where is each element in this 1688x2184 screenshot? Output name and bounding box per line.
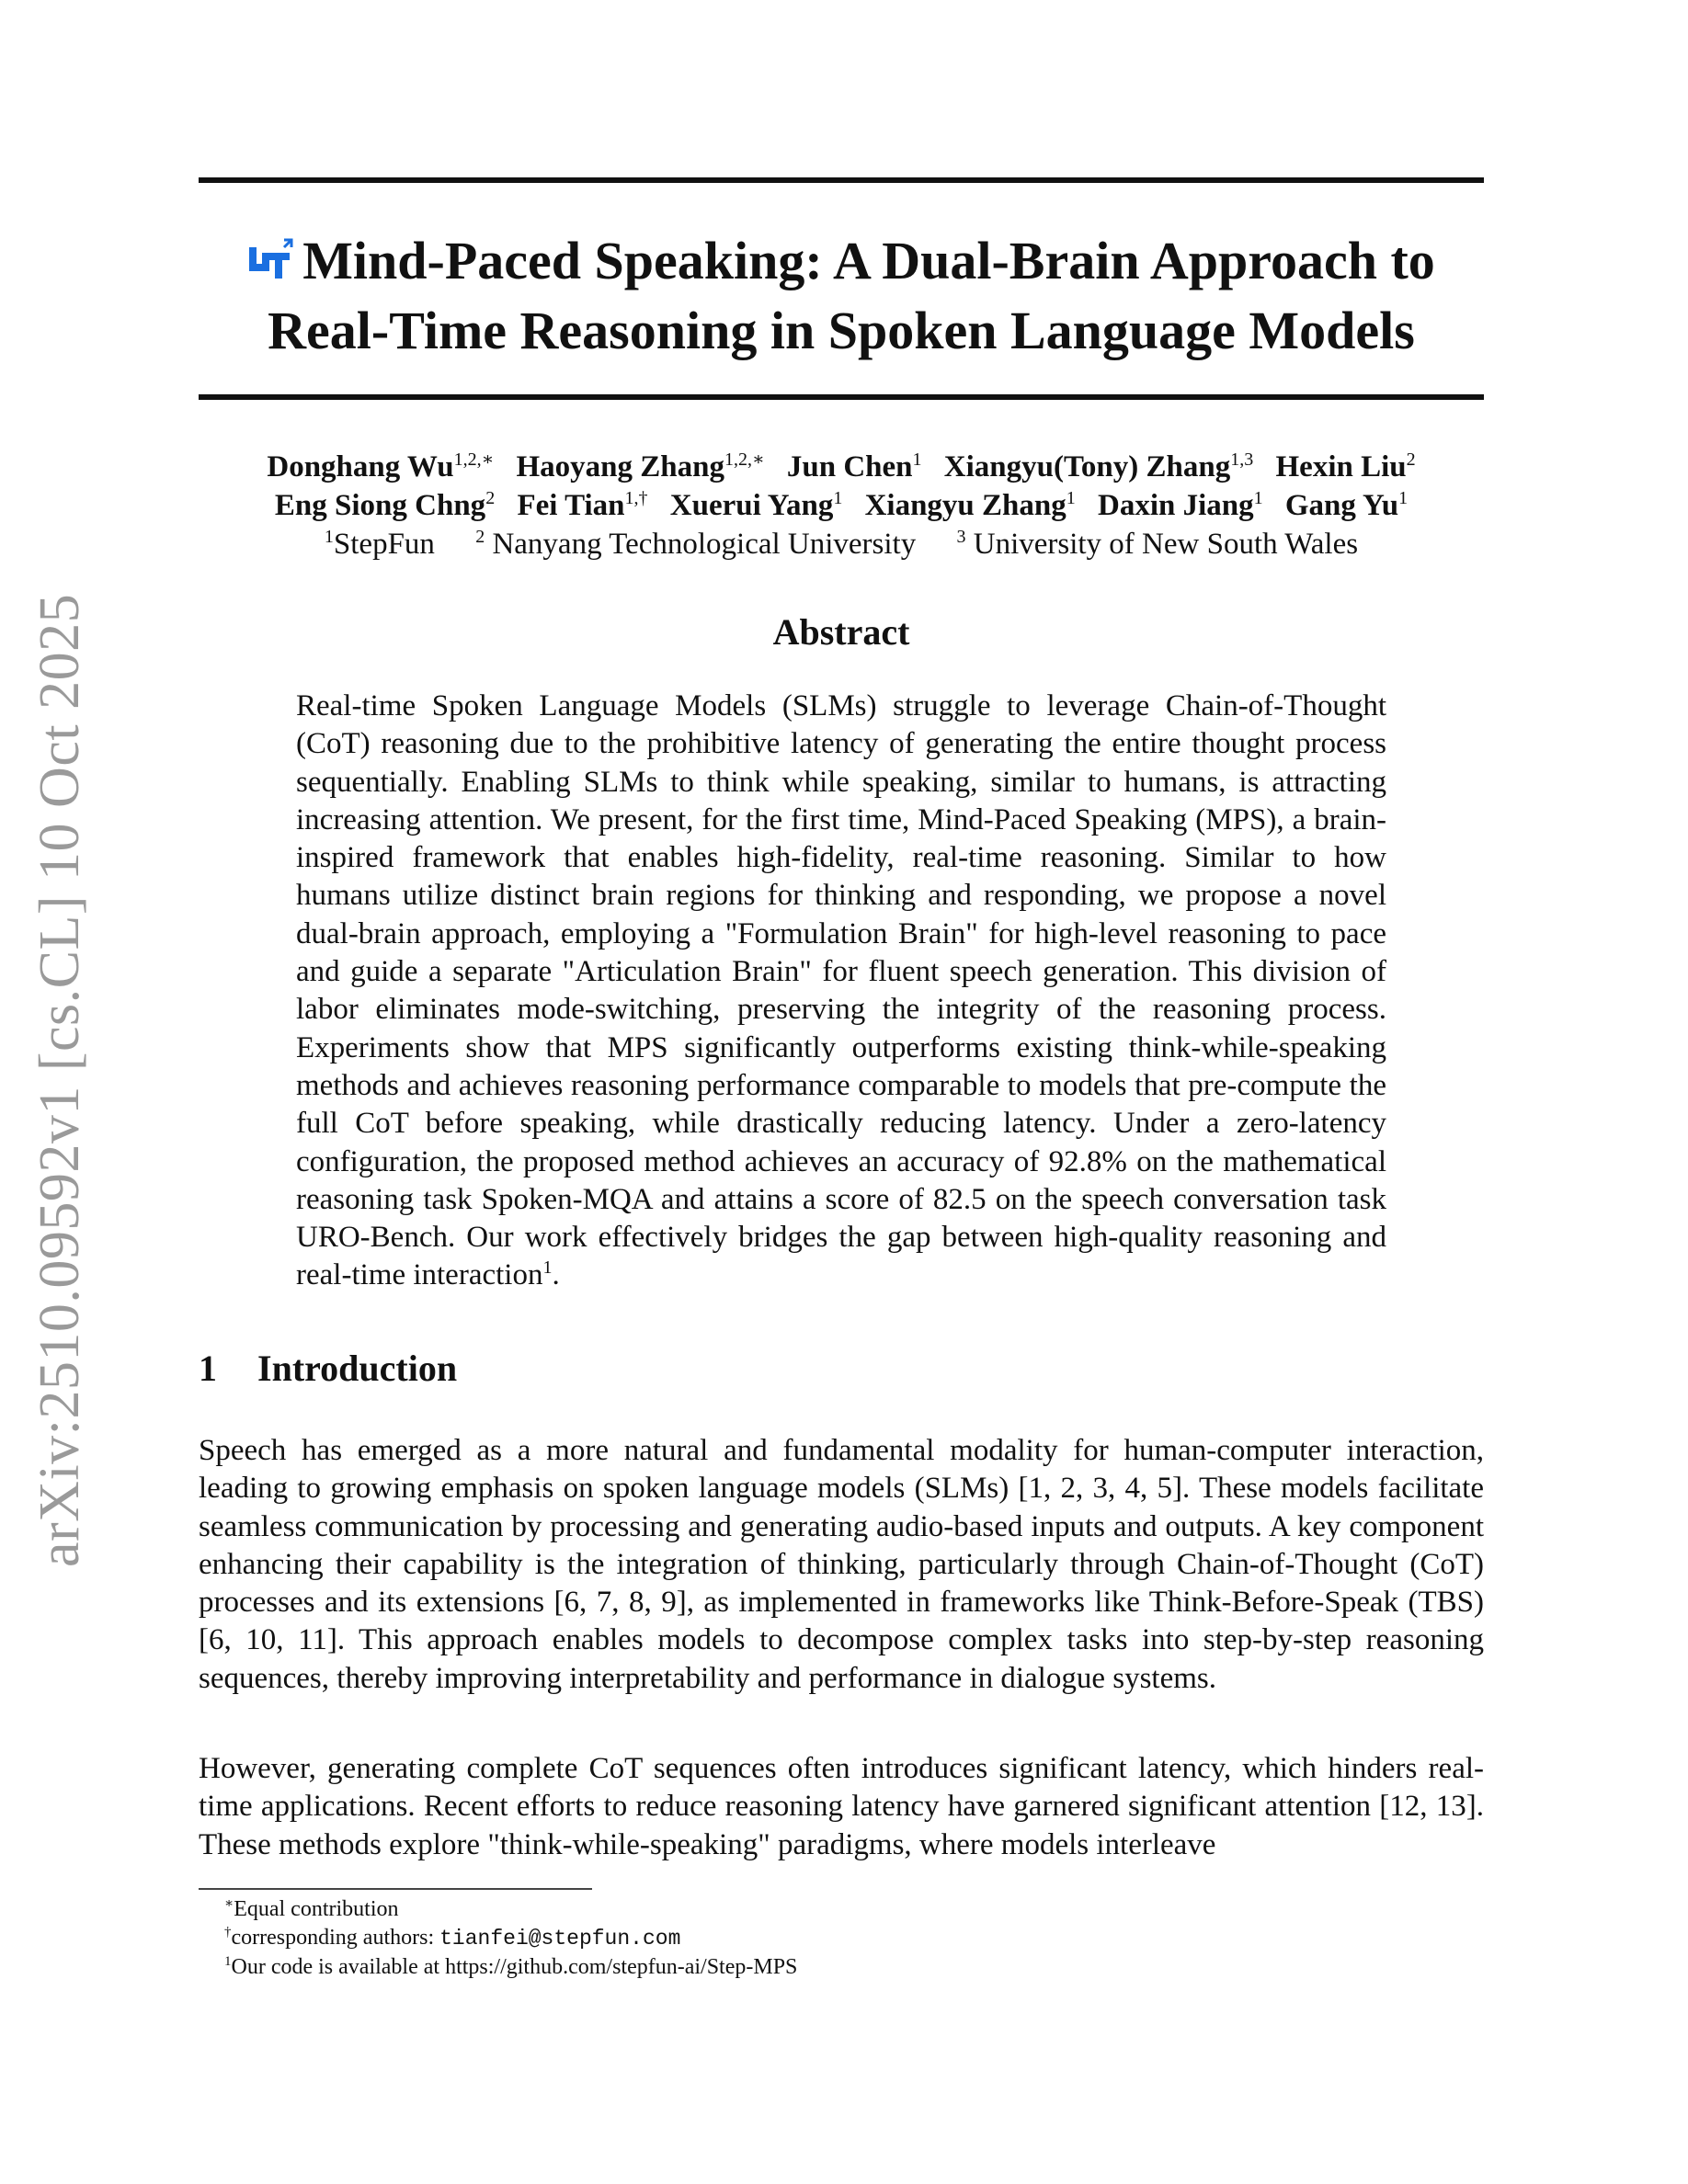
author: Jun Chen$^1$: [786, 449, 922, 483]
author: Eng Siong Chng$^2$: [274, 488, 496, 522]
author: Donghang $Wu^{1,2,∗}$: [267, 449, 495, 483]
author: Fei Tian$^{1,\dagger}$: [517, 488, 648, 522]
section-heading-introduction: [199, 1347, 1484, 1391]
affiliation: $^3$ University of New South Wales: [956, 527, 1359, 561]
affiliation: $^1$StepFun: [324, 527, 435, 561]
title-line-1: [199, 228, 1484, 298]
intro-paragraph-2: However, generating complete CoT sequences often introduces significant latency, which hinders real-time applications. Recent efforts to reduce reasoning latency have garnered significant attention [12, 13]. These methods explore "think-while-speaking" paradigms, where models interleave: [199, 1752, 1484, 1861]
title-rule-top: [199, 177, 1484, 183]
footnote-corresponding-authors: †corresponding authors: tianfei@stepfun.com: [224, 1925, 681, 1951]
affiliations: [199, 525, 1484, 563]
title-text-line-1: Mind-Paced Speaking: A Dual-Brain Approach to: [302, 231, 1435, 290]
footnote-ref[interactable]: 1: [542, 1257, 553, 1279]
footnotes: [224, 1895, 1420, 1982]
author: Gang Yu$^1$: [1284, 488, 1409, 522]
section-title: Introduction: [257, 1348, 458, 1389]
title-line-2: Real-Time Reasoning in Spoken Language Models: [268, 301, 1415, 360]
author: Hexin Liu$^2$: [1275, 449, 1416, 483]
stepfun-logo-icon: [247, 232, 295, 298]
section-number: 1: [199, 1348, 217, 1389]
affiliation: $^2$ Nanyang Technological University: [475, 527, 917, 561]
intro-paragraph-1: Speech has emerged as a more natural and fundamental modality for human-computer interaction, leading to growing emphasis on spoken language models (SLMs) [1, 2, 3, 4, 5]. These models facilitate seamless communication by processing and generating audio-based inputs and outputs. A key component enhancing their capability is the integration of thinking, particularly through Chain-of-Thought (CoT) processes and its extensions [6, 7, 8, 9], as implemented in frameworks like Think-Before-Speak (TBS) [6, 10, 11]. This approach enables models to decompose complex tasks into step-by-step reasoning sequences, thereby improving interpretability and performance in dialogue systems.: [199, 1434, 1484, 1695]
author: Xuerui Yang$^1$: [669, 488, 843, 522]
footnote-equal-contribution: ∗Equal contribution: [224, 1896, 399, 1921]
paper-title: [199, 228, 1484, 364]
footnote-code-link: $^1$Our code is available at https://github.com/stepfun-ai/Step-MPS: [224, 1954, 798, 1979]
abstract-heading: Abstract: [772, 611, 910, 653]
title-rule-bottom: [199, 394, 1484, 400]
arxiv-side-stamp: arXiv:2510.09592v1 [cs.CL] 10 Oct 2025: [29, 593, 91, 1567]
abstract-body: Real-time Spoken Language Models (SLMs) struggle to leverage Chain-of-Thought (CoT) reasoning due to the prohibitive latency of generating the entire thought process sequentially. Enabling SLMs to think while speaking, similar to humans, is attracting increasing attention. We present, for the first time, Mind-Paced Speaking (MPS), a brain-inspired framework that enables high-fidelity, real-time reasoning. Similar to how humans utilize distinct brain regions for thinking and responding, we propose a novel dual-brain approach, employing a "Formulation Brain" for high-level reasoning to pace and guide a separate "Articulation Brain" for fluent speech generation. This division of labor eliminates mode-switching, preserving the integrity of the reasoning process. Experiments show that MPS significantly outperforms existing think-while-speaking methods and achieves reasoning performance comparable to models that pre-compute the full CoT before speaking, while drastically reducing latency. Under a zero-latency configuration, the proposed method achieves an accuracy of 92.8% on the mathematical reasoning task Spoken-MQA and attains a score of 82.5 on the speech conversation task URO-Bench. Our work effectively bridges the gap between high-quality reasoning and real-time interaction$^1$.: [296, 689, 1386, 1292]
author: Xiangyu(Tony) Zhang$^{1,3}$: [943, 449, 1254, 483]
author-row-1: [199, 448, 1484, 486]
footnote-divider: [199, 1888, 592, 1890]
author-block: [199, 448, 1484, 563]
author-row-2: [199, 486, 1484, 525]
corresponding-email[interactable]: tianfei@stepfun.com: [439, 1927, 681, 1951]
author: Xiangyu Zhang$^1$: [864, 488, 1076, 522]
author: Haoyang Zhang$^{1,2,∗}$: [516, 449, 765, 483]
author: Daxin Jiang$^1$: [1098, 488, 1263, 522]
